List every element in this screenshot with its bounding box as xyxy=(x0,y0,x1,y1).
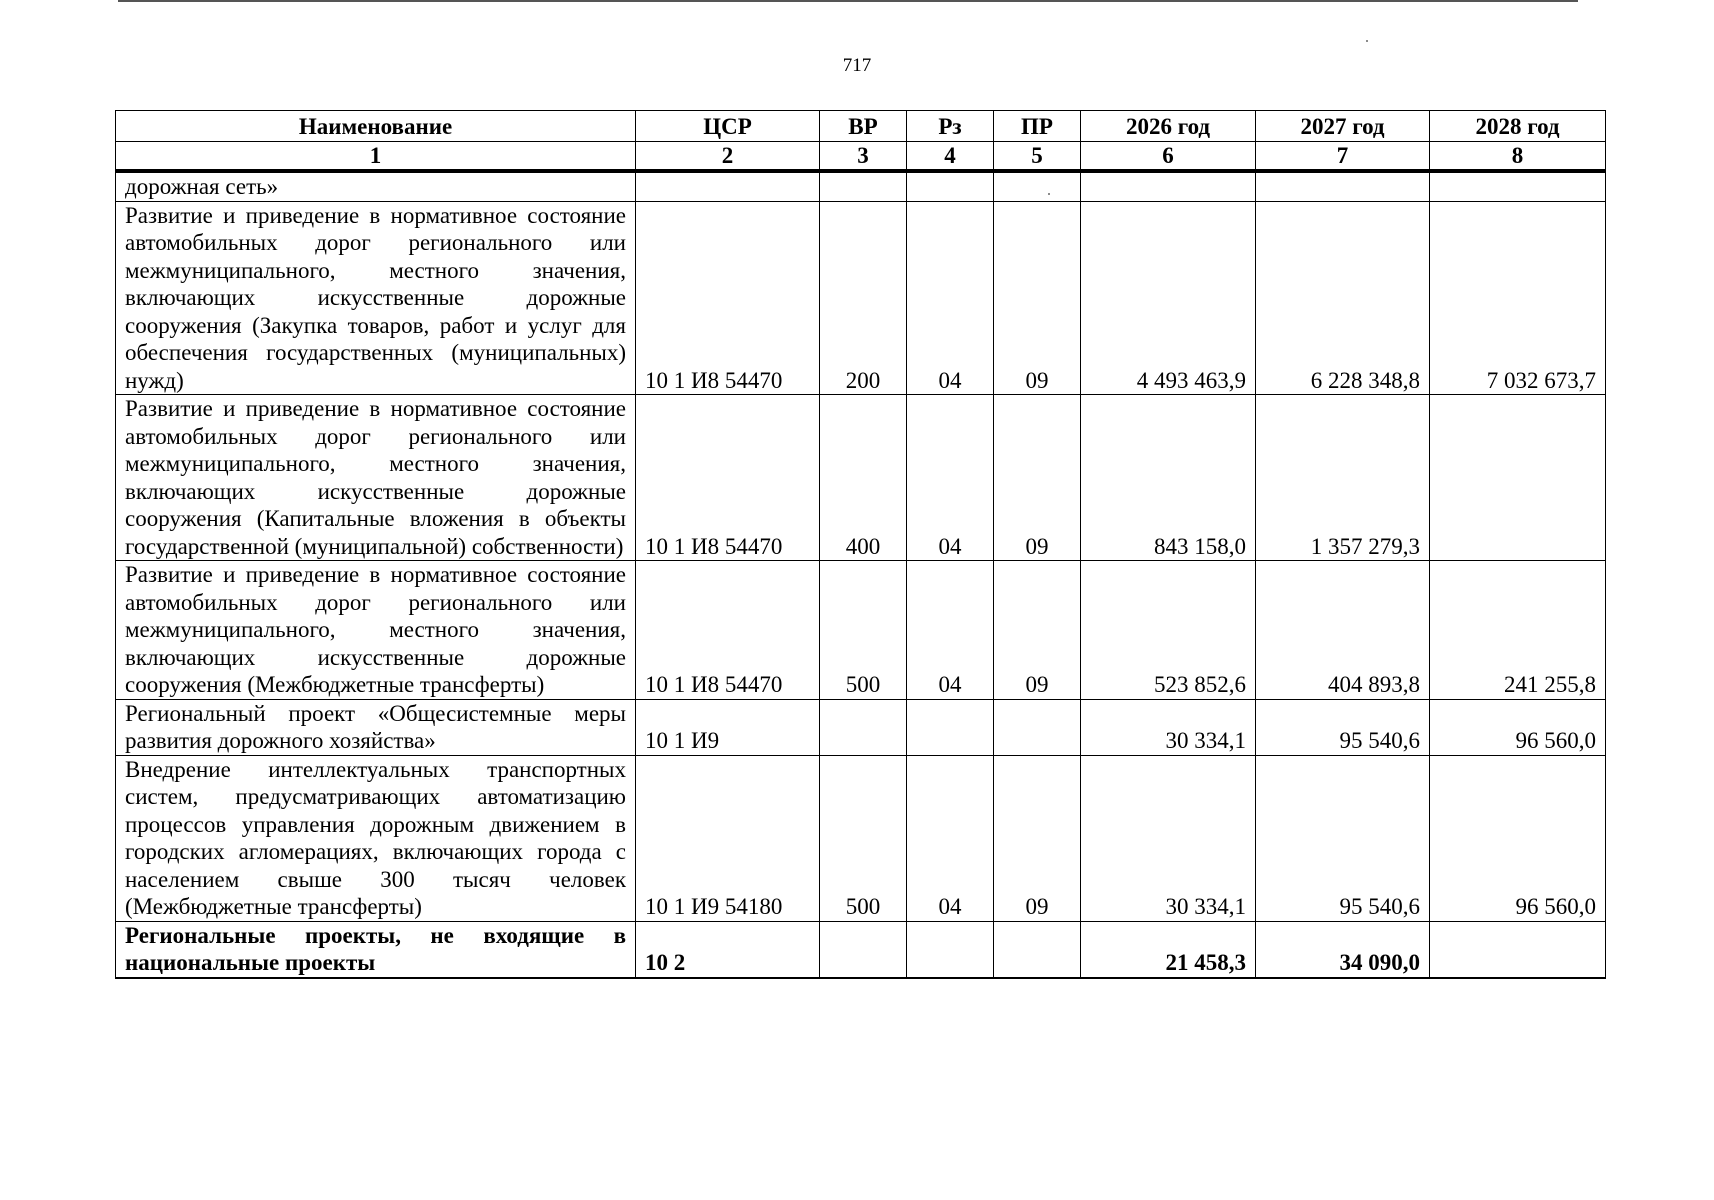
row-name: Региональные проекты, не входящие в национальные проекты xyxy=(116,921,636,978)
row-2026: 21 458,3 xyxy=(1081,921,1256,978)
column-number: 6 xyxy=(1081,141,1256,171)
row-2026: 523 852,6 xyxy=(1081,561,1256,700)
row-csr: 10 1 И8 54470 xyxy=(636,395,820,561)
column-number: 5 xyxy=(994,141,1081,171)
row-vr: 500 xyxy=(820,561,907,700)
header-csr: ЦСР xyxy=(636,111,820,142)
row-name: Развитие и приведение в нормативное состояние автомобильных дорог регионального или межмуниципального, местного значения, включающих искусственные дорожные сооружения (Межбюджетные трансферты) xyxy=(116,561,636,700)
row-rz: 04 xyxy=(907,561,994,700)
row-rz xyxy=(907,171,994,201)
row-csr: 10 1 И9 xyxy=(636,699,820,755)
column-number: 3 xyxy=(820,141,907,171)
header-name: Наименование xyxy=(116,111,636,142)
row-2027: 34 090,0 xyxy=(1256,921,1430,978)
header-vr: ВР xyxy=(820,111,907,142)
row-name: Внедрение интеллектуальных транспортных систем, предусматривающих автоматизацию процессов управления дорожным движением в городских агломерациях, включающих города с населением свыше 300 тысяч человек (Межбюджетные трансферты) xyxy=(116,755,636,921)
row-pr xyxy=(994,699,1081,755)
column-number: 1 xyxy=(116,141,636,171)
column-number-row xyxy=(116,141,1606,171)
header-2026: 2026 год xyxy=(1081,111,1256,142)
row-pr: 09 xyxy=(994,395,1081,561)
row-name: Развитие и приведение в нормативное состояние автомобильных дорог регионального или межмуниципального, местного значения, включающих искусственные дорожные сооружения (Капитальные вложения в объекты государственной (муниципальной) собственности) xyxy=(116,395,636,561)
header-rz: Рз xyxy=(907,111,994,142)
column-number: 7 xyxy=(1256,141,1430,171)
table-row xyxy=(116,171,1606,201)
row-vr xyxy=(820,921,907,978)
row-2027: 6 228 348,8 xyxy=(1256,201,1430,395)
row-2027: 95 540,6 xyxy=(1256,699,1430,755)
row-2027 xyxy=(1256,171,1430,201)
row-csr xyxy=(636,171,820,201)
scan-speck xyxy=(1366,40,1368,42)
row-2026: 4 493 463,9 xyxy=(1081,201,1256,395)
row-vr: 200 xyxy=(820,201,907,395)
row-vr: 500 xyxy=(820,755,907,921)
table-row xyxy=(116,395,1606,561)
table-row xyxy=(116,201,1606,395)
row-2028: 241 255,8 xyxy=(1430,561,1606,700)
row-pr: 09 xyxy=(994,755,1081,921)
row-name: Региональный проект «Общесистемные меры развития дорожного хозяйства» xyxy=(116,699,636,755)
row-rz: 04 xyxy=(907,395,994,561)
row-2028: 7 032 673,7 xyxy=(1430,201,1606,395)
row-2028: 96 560,0 xyxy=(1430,755,1606,921)
row-csr: 10 1 И8 54470 xyxy=(636,201,820,395)
table-row-total xyxy=(116,921,1606,978)
row-pr: 09 xyxy=(994,561,1081,700)
row-2027: 1 357 279,3 xyxy=(1256,395,1430,561)
row-pr xyxy=(994,921,1081,978)
scan-edge-line xyxy=(118,0,1578,2)
column-number: 2 xyxy=(636,141,820,171)
row-csr: 10 1 И8 54470 xyxy=(636,561,820,700)
column-number: 4 xyxy=(907,141,994,171)
row-2026: 843 158,0 xyxy=(1081,395,1256,561)
row-2027: 404 893,8 xyxy=(1256,561,1430,700)
table-row xyxy=(116,699,1606,755)
row-pr: 09 xyxy=(994,201,1081,395)
row-vr: 400 xyxy=(820,395,907,561)
row-vr xyxy=(820,171,907,201)
row-csr: 10 1 И9 54180 xyxy=(636,755,820,921)
row-rz xyxy=(907,921,994,978)
row-2027: 95 540,6 xyxy=(1256,755,1430,921)
header-pr: ПР xyxy=(994,111,1081,142)
row-2028: 96 560,0 xyxy=(1430,699,1606,755)
budget-table xyxy=(115,110,1606,979)
row-2026 xyxy=(1081,171,1256,201)
row-name: Развитие и приведение в нормативное состояние автомобильных дорог регионального или межмуниципального, местного значения, включающих искусственные дорожные сооружения (Закупка товаров, работ и услуг для обеспечения государственных (муниципальных) нужд) xyxy=(116,201,636,395)
row-pr xyxy=(994,171,1081,201)
row-name: дорожная сеть» xyxy=(116,171,636,201)
row-2026: 30 334,1 xyxy=(1081,755,1256,921)
row-2028 xyxy=(1430,171,1606,201)
row-rz xyxy=(907,699,994,755)
header-2027: 2027 год xyxy=(1256,111,1430,142)
row-vr xyxy=(820,699,907,755)
row-rz: 04 xyxy=(907,201,994,395)
table-row xyxy=(116,755,1606,921)
header-2028: 2028 год xyxy=(1430,111,1606,142)
table-row xyxy=(116,561,1606,700)
row-rz: 04 xyxy=(907,755,994,921)
row-2028 xyxy=(1430,395,1606,561)
header-row xyxy=(116,111,1606,142)
row-2028 xyxy=(1430,921,1606,978)
row-csr: 10 2 xyxy=(636,921,820,978)
page-number: 717 xyxy=(842,55,872,76)
column-number: 8 xyxy=(1430,141,1606,171)
row-2026: 30 334,1 xyxy=(1081,699,1256,755)
